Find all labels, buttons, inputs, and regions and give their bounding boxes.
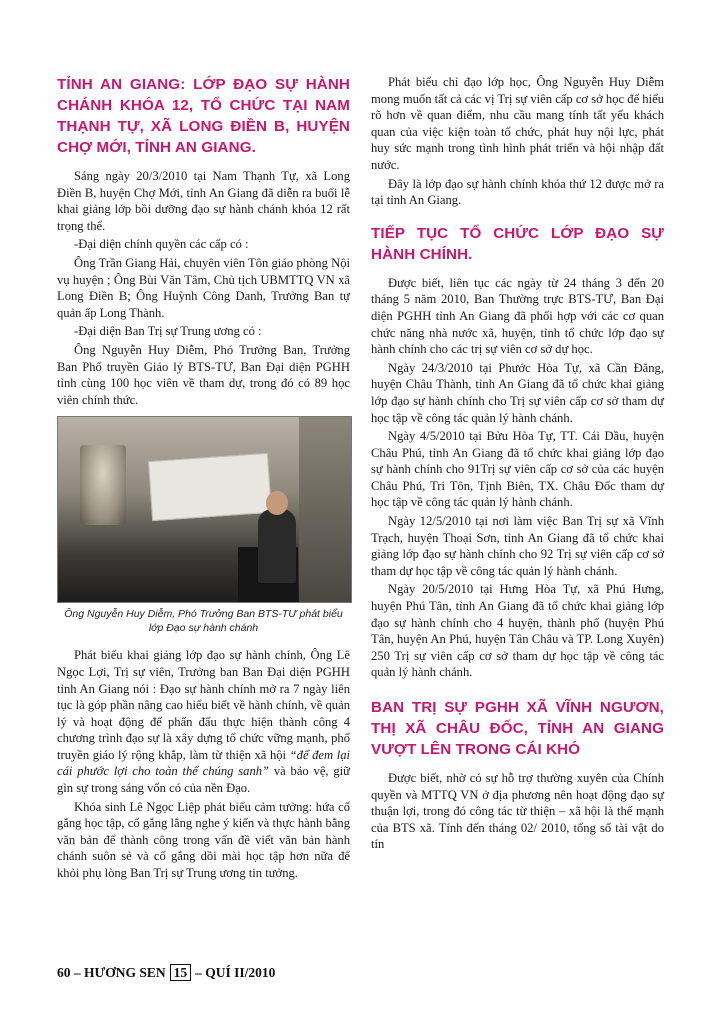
page-footer	[57, 964, 275, 981]
paragraph: Ông Trần Giang Hải, chuyên viên Tôn giáo phòng Nội vụ huyện ; Ông Bùi Văn Tâm, Chủ tịch UBMTTQ VN xã Long Điền B; Ông Huỳnh Công Danh, Trưởng Ban tự quản ấp Long Thành.	[57, 255, 350, 320]
backdrop-panel	[299, 417, 351, 602]
portrait-image	[80, 445, 126, 525]
article-heading-an-giang: TỈNH AN GIANG: LỚP ĐẠO SỰ HÀNH CHÁNH KHÓA 12, TỔ CHỨC TẠI NAM THẠNH TỰ, XÃ LONG ĐIỀN B, HUYỆN CHỢ MỚI, TỈNH AN GIANG.	[57, 76, 350, 156]
paragraph: Ông Nguyễn Huy Diễm, Phó Trưởng Ban, Trưởng Ban Phổ truyền Giáo lý BTS-TƯ, Ban Đại diện PGHH tỉnh cùng 100 học viên về tham dự, trong đó có 89 học viên chính thức.	[57, 342, 350, 407]
issue-number-badge: 15	[170, 964, 192, 981]
paragraph: Ngày 12/5/2010 tại nơi làm việc Ban Trị sự xã Vĩnh Trạch, huyện Thoại Sơn, tỉnh An Giang đã tổ chức khai giảng lớp đạo sự hành chính cho 92 Trị sự viên cấp cơ sở tham dự học tập về công tác quản lý hành chánh.	[371, 514, 664, 578]
paragraph: Ngày 4/5/2010 tại Bửu Hòa Tự, TT. Cái Dầu, huyện Châu Phú, tỉnh An Giang đã tổ chức khai giảng lớp đạo sự hành chính cho 91Trị sự viên cấp cơ sở của các huyện Châu Phú, Tri Tôn, Tịnh Biên, TX. Châu Đốc tham dự học tập về công tác quản lý hành chánh.	[371, 429, 664, 510]
banner-image	[148, 453, 272, 521]
paragraph: -Đại diện chính quyền các cấp có :	[74, 237, 249, 252]
event-photo	[57, 416, 352, 603]
footer-page-label: 60 – HƯƠNG SEN	[57, 964, 166, 980]
paragraph: -Đại diện Ban Trị sự Trung ương có :	[74, 324, 262, 339]
paragraph: Phát biểu chỉ đạo lớp học, Ông Nguyễn Huy Diễm mong muốn tất cả các vị Trị sự viên cấp cơ sở học để hiểu rõ hơn về quan điểm, nhu cầu mang tính tất yếu khách quan của việc kiện toàn tổ chức, phát huy nội lực, phát huy sức mạnh trong tình hình phát triển và hội nhập đất nước.	[371, 75, 664, 172]
paragraph: Đây là lớp đạo sự hành chính khóa thứ 12 được mở ra tại tỉnh An Giang.	[371, 176, 664, 208]
paragraph: Khóa sinh Lê Ngọc Liệp phát biểu cảm tưởng: hứa cố gắng học tập, cố gắng lắng nghe ý kiến và thực hành bằng văn bản để thành công trong vấn đề viết văn bản hành chánh suôn sẻ và cố gắng dồi mài học tập hơn nữa để khỏi phụ lòng Ban Trị sự Trung ương tin tưởng.	[57, 799, 350, 881]
paragraph-text: và bảo vệ, giữ gìn sự trong sáng vốn có của nền Đạo.	[57, 764, 350, 796]
paragraph: Được biết, nhờ có sự hỗ trợ thường xuyên của Chính quyền và MTTQ VN ở địa phương nên hoạt động đạo sự thuận lợi, trong đó công tác từ thiện – xã hội là thế mạnh của BTS xã. Tính đến tháng 02/ 2010, tổng số tài vật do tín	[371, 771, 664, 852]
left-column	[57, 74, 350, 884]
paragraph	[57, 647, 350, 796]
right-column	[371, 74, 664, 855]
paragraph: Sáng ngày 20/3/2010 tại Nam Thạnh Tự, xã Long Điền B, huyện Chợ Mới, tỉnh An Giang đã diễn ra buổi lễ khai giảng lớp bồi dưỡng đạo sự hành chánh khóa 12 rất trọng thể.	[57, 169, 350, 233]
quote-text: “để đem lại cái phước lợi cho toàn thể chúng sanh”	[57, 747, 351, 779]
section-heading-vinh-nguon: BAN TRỊ SỰ PGHH XÃ VĨNH NGƯƠN, THỊ XÃ CHÂU ĐỐC, TỈNH AN GIANG VƯỢT LÊN TRONG CÁI KHÓ	[371, 699, 664, 758]
paragraph: Ngày 20/5/2010 tại Hưng Hòa Tự, xã Phú Hưng, huyện Phú Tân, tỉnh An Giang đã tổ chức khai giảng lớp đạo sự hành chính cho 4 huyện, thành phố (huyện Phú Tân, huyện An Phú, huyện Tân Châu và TP. Long Xuyên) 250 Trị sự viên cấp cơ sở tham dự học tập về công tác quản lý hành chánh.	[371, 582, 664, 680]
paragraph-text: Phát biểu khai giảng lớp đạo sự hành chính, Ông Lê Ngọc Lợi, Trị sự viên, Trưởng ban Ban Đại diện PGHH tỉnh An Giang nói : Đạo sự hành chính mở ra 7 ngày liên tục là góp phần nâng cao hiểu biết về hành chính, về quản lý và hoạt động để phấn đấu thực hiện thành công 4 chương trình đạo sự là xây dựng tổ chức vững mạnh, phổ truyền giáo lý rộng khắp, làm từ thiện xã hội	[57, 648, 350, 762]
paragraph: Ngày 24/3/2010 tại Phước Hòa Tự, xã Cần Đăng, huyện Châu Thành, tỉnh An Giang đã tổ chức khai giảng lớp đạo sự hành chính cho Trị sự viên cấp cơ sở tham dự học tập về công tác quản lý hành chánh.	[371, 360, 664, 425]
speaker-figure	[258, 509, 296, 583]
section-heading-continue: TIẾP TỤC TỔ CHỨC LỚP ĐẠO SỰ HÀNH CHÍNH.	[371, 224, 664, 263]
footer-quarter: – QUÍ II/2010	[195, 964, 276, 980]
photo-caption: Ông Nguyễn Huy Diễm, Phó Trưởng Ban BTS-TƯ phát biểu lớp Đạo sự hành chánh	[64, 608, 343, 635]
paragraph: Được biết, liên tục các ngày từ 24 tháng 3 đến 20 tháng 5 năm 2010, Ban Thường trực BTS-TƯ, Ban Đại diện PGHH tỉnh An Giang đã phối hợp với các cơ quan chức năng nhà nước xã, huyện, tỉnh tổ chức lớp đạo sự hành chính cho các trị sự viên cơ sở dự học.	[371, 275, 664, 357]
